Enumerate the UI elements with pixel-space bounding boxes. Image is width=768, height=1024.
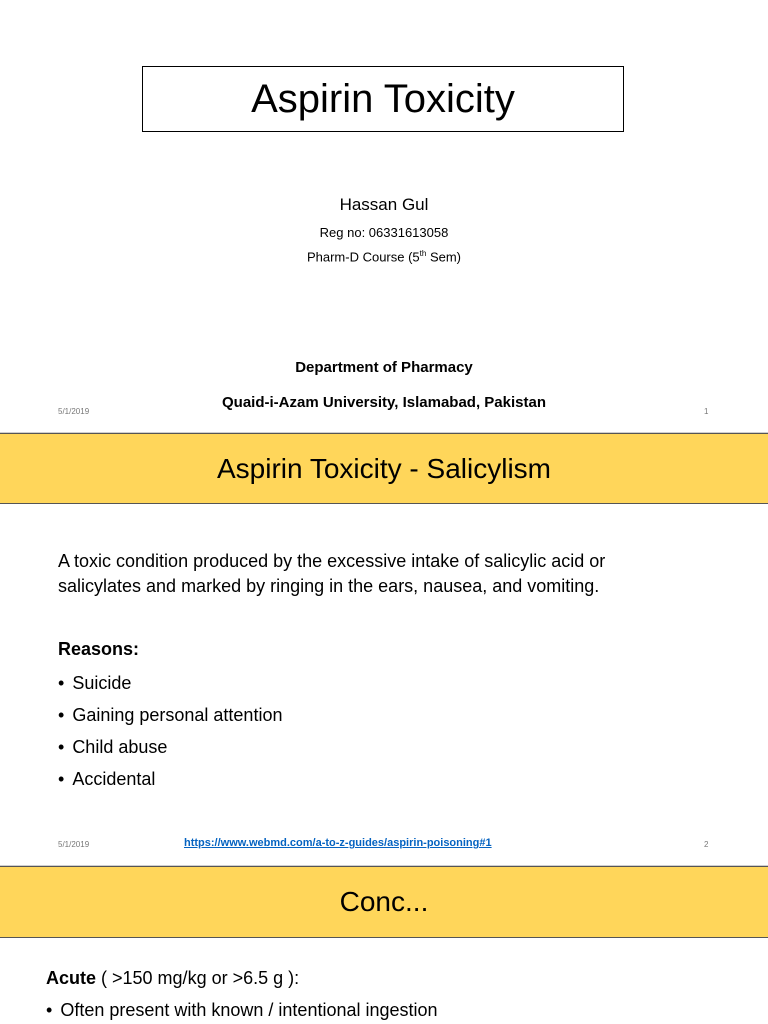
- slide-3: [0, 866, 768, 1024]
- list-item: • Often present with known / intentional ingestion: [46, 1000, 438, 1021]
- list-item: • Accidental: [58, 765, 282, 797]
- acute-label: Acute: [46, 968, 97, 988]
- definition-line-1: A toxic condition produced by the excessive intake of salicylic acid or: [58, 551, 606, 571]
- list-item: • Child abuse: [58, 733, 282, 765]
- slide-2: [0, 433, 768, 865]
- author-name: Hassan Gul: [339, 195, 429, 214]
- slide-number: 2: [704, 840, 709, 849]
- list-item: • Gaining personal attention: [58, 701, 282, 733]
- slide-number: 1: [704, 407, 709, 416]
- course-info: [0, 249, 768, 264]
- course-superscript: th: [419, 249, 427, 258]
- list-item: • Suicide: [58, 669, 282, 701]
- slide-title: Aspirin Toxicity: [142, 66, 624, 132]
- slide-date: 5/1/2019: [58, 407, 90, 416]
- slide-date: 5/1/2019: [58, 840, 90, 849]
- university-name: Quaid-i-Azam University, Islamabad, Pakistan: [222, 394, 546, 411]
- course-suffix: Sem): [426, 249, 462, 265]
- source-link[interactable]: https://www.webmd.com/a-to-z-guides/aspirin-poisoning#1: [184, 837, 492, 849]
- reasons-list: [58, 669, 282, 797]
- slide-title-banner: Conc...: [0, 866, 768, 938]
- definition-line-2: salicylates and marked by ringing in the ears, nausea, and vomiting.: [58, 576, 600, 596]
- course-prefix: Pharm-D Course (5: [306, 249, 420, 265]
- registration-number: Reg no: 06331613058: [319, 225, 449, 240]
- acute-heading: [46, 968, 299, 989]
- slide-title-banner: Aspirin Toxicity - Salicylism: [0, 433, 768, 504]
- reasons-heading: Reasons:: [58, 639, 140, 659]
- department-name: Department of Pharmacy: [295, 359, 473, 376]
- slide-1: [0, 0, 768, 432]
- acute-threshold: ( >150 mg/kg or >6.5 g ):: [96, 968, 300, 988]
